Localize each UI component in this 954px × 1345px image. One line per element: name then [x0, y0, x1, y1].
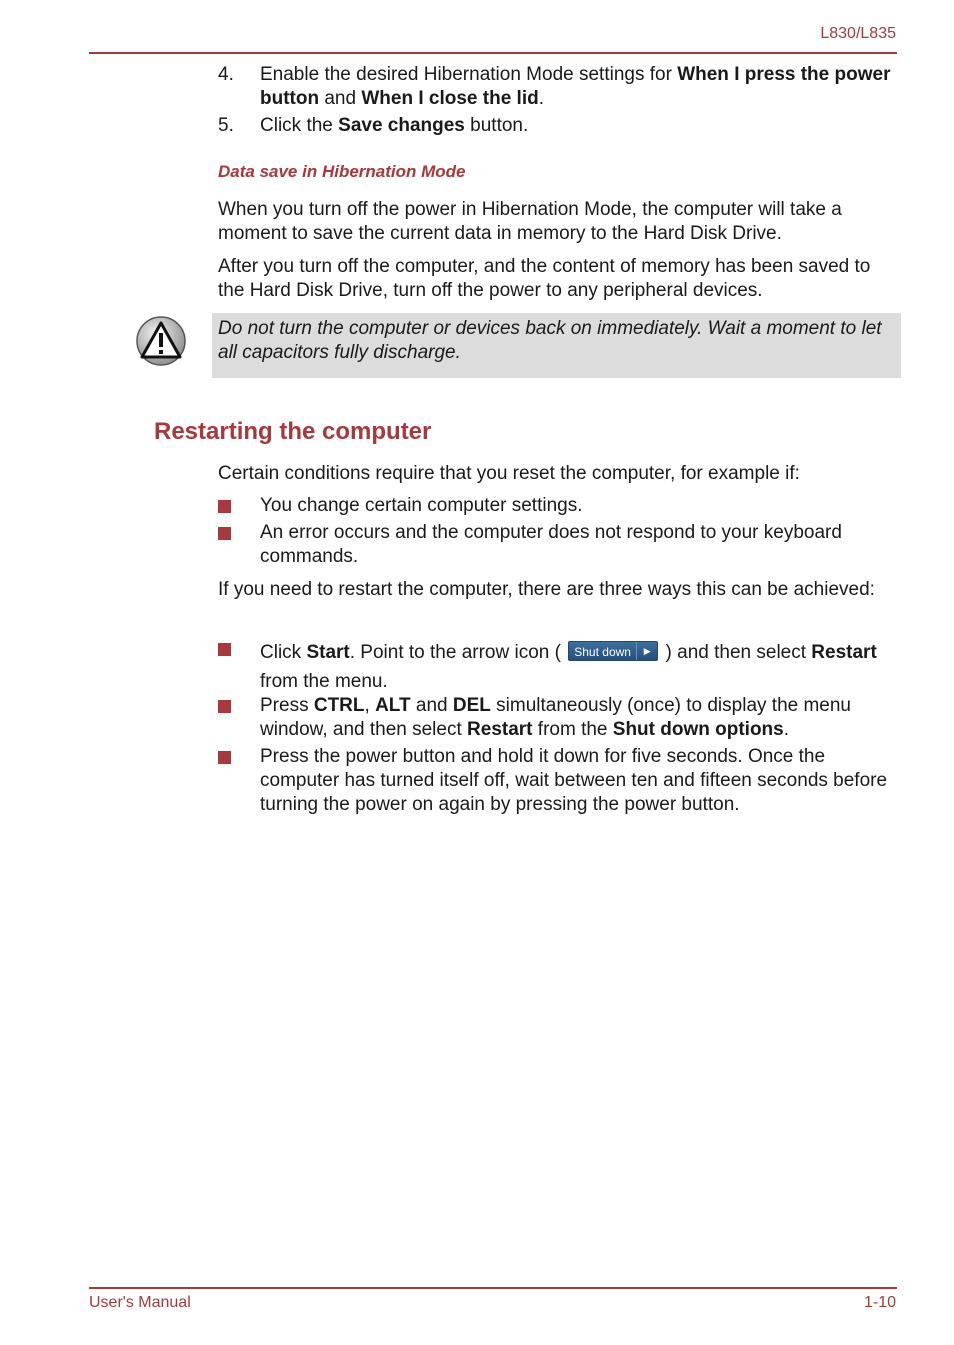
bullet-marker — [218, 643, 231, 656]
paragraph-ways-intro: If you need to restart the computer, there are three ways this can be achieved: — [218, 579, 875, 600]
note-text: Do not turn the computer or devices back on immediately. Wait a moment to let all capacitors fully discharge. — [218, 318, 882, 363]
bullet-marker — [218, 751, 231, 764]
header-model: L830/L835 — [820, 25, 896, 42]
way-item-2: Press CTRL, ALT and DEL simultaneously (once) to display the menu window, and then select Restart from the Shut down options. — [260, 695, 852, 740]
warning-triangle-icon — [135, 315, 187, 367]
way-item-1: Click Start. Point to the arrow icon ( Shut down ▶ ) and then select Restart from the menu. — [260, 642, 877, 692]
paragraph-hibernation-save: When you turn off the power in Hibernation Mode, the computer will take a moment to save the current data in memory to the Hard Disk Drive. — [218, 199, 842, 244]
footer-rule — [89, 1287, 897, 1289]
step-number-5: 5. — [218, 115, 234, 136]
header-rule — [89, 52, 897, 54]
bullet-marker — [218, 500, 231, 513]
step-5-text: Click the Save changes button. — [260, 115, 529, 136]
step-4-text: Enable the desired Hibernation Mode settings for When I press the power button and When I close the lid. — [260, 64, 891, 109]
footer-manual-title: User's Manual — [89, 1294, 191, 1311]
footer-page-number: 1-10 — [863, 1294, 896, 1311]
condition-item-2: An error occurs and the computer does not respond to your keyboard commands. — [260, 522, 842, 567]
step-number-4: 4. — [218, 64, 234, 85]
arrow-right-icon: ▶ — [636, 642, 657, 660]
way-item-3: Press the power button and hold it down for five seconds. Once the computer has turned itself off, wait between ten and fifteen seconds before turning the power on again by pressing the power button. — [260, 746, 888, 815]
shut-down-button: Shut down ▶ — [568, 641, 658, 661]
condition-item-1: You change certain computer settings. — [260, 495, 583, 516]
paragraph-restart-intro: Certain conditions require that you reset the computer, for example if: — [218, 463, 800, 484]
section-heading-restarting: Restarting the computer — [154, 418, 432, 445]
subheading-data-save: Data save in Hibernation Mode — [218, 162, 466, 181]
bullet-marker — [218, 527, 231, 540]
paragraph-peripheral-off: After you turn off the computer, and the content of memory has been saved to the Hard Disk Drive, turn off the power to any peripheral devices. — [218, 256, 871, 301]
bullet-marker — [218, 700, 231, 713]
